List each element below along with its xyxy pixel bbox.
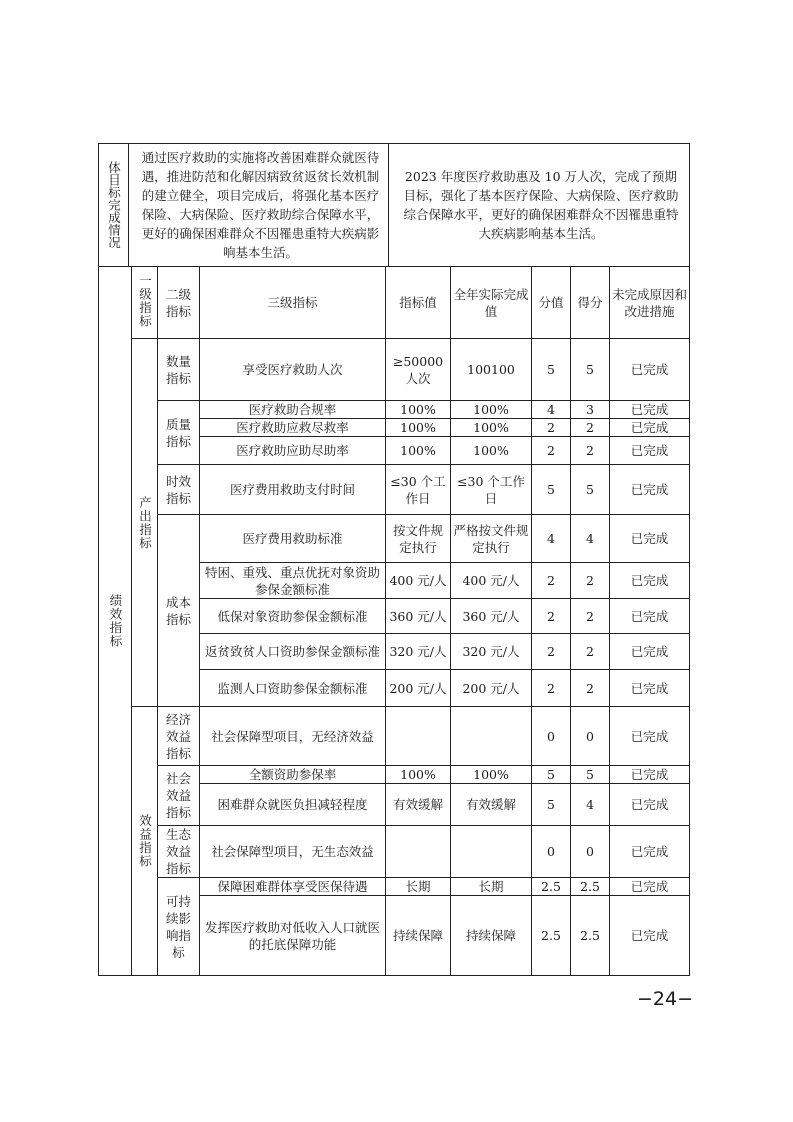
row-name: 社会保障型项目，无经济效益	[200, 707, 386, 766]
row-target: ≤30 个工作日	[386, 465, 451, 515]
row-actual: 100%	[451, 401, 532, 419]
table-row	[99, 826, 690, 878]
row-target: 100%	[386, 419, 451, 437]
row-name: 全额资助参保率	[200, 766, 386, 784]
row-target: 持续保障	[386, 896, 451, 976]
header-actual: 全年实际完成值	[451, 267, 532, 339]
level2-sustainable: 可持续影响指标	[158, 878, 200, 976]
row-name: 发挥医疗救助对低收入人口就医的托底保障功能	[200, 896, 386, 976]
row-name: 保障困难群体享受医保待遇	[200, 878, 386, 896]
row-score: 2.5	[571, 878, 610, 896]
row-score: 0	[571, 826, 610, 878]
row-target	[386, 707, 451, 766]
row-reason: 已完成	[610, 634, 690, 670]
table-row	[99, 339, 690, 401]
row-value: 2.5	[532, 878, 571, 896]
header-level1: 一级指标	[132, 267, 158, 339]
level2-quantity: 数量指标	[158, 339, 200, 401]
row-score: 2	[571, 599, 610, 634]
level2-quality: 质量指标	[158, 401, 200, 465]
table-row	[99, 878, 690, 896]
row-reason: 已完成	[610, 465, 690, 515]
row-target: 长期	[386, 878, 451, 896]
row-score: 2	[571, 419, 610, 437]
row-actual: 200 元/人	[451, 670, 532, 707]
row-name: 困难群众就医负担减轻程度	[200, 784, 386, 826]
row-target: 360 元/人	[386, 599, 451, 634]
row-score: 2	[571, 563, 610, 599]
table-row	[99, 766, 690, 784]
row-target: 200 元/人	[386, 670, 451, 707]
row-reason: 已完成	[610, 419, 690, 437]
row-value: 4	[532, 401, 571, 419]
table-row	[99, 707, 690, 766]
header-score-got: 得分	[571, 267, 610, 339]
row-actual	[451, 707, 532, 766]
level2-social: 社会效益指标	[158, 766, 200, 826]
row-reason: 已完成	[610, 599, 690, 634]
row-value: 5	[532, 784, 571, 826]
row-target	[386, 826, 451, 878]
row-reason: 已完成	[610, 878, 690, 896]
row-value: 5	[532, 465, 571, 515]
row-reason: 已完成	[610, 707, 690, 766]
row-value: 2.5	[532, 896, 571, 976]
row-target: 100%	[386, 766, 451, 784]
table-row	[99, 401, 690, 419]
row-actual: 有效缓解	[451, 784, 532, 826]
level2-timeliness: 时效指标	[158, 465, 200, 515]
row-name: 监测人口资助参保金额标准	[200, 670, 386, 707]
row-reason: 已完成	[610, 401, 690, 419]
level1-effect-cell	[132, 707, 158, 976]
planned-goal-text: 通过医疗救助的实施将改善困难群众就医待遇，推进防范和化解因病致贫返贫长效机制的建立健全，项目完成后，将强化基本医疗保险、大病保险、医疗救助综合保障水平，更好的确保困难群众不因罹患重特大疾病影响基本生活。	[141, 150, 380, 260]
row-target: 320 元/人	[386, 634, 451, 670]
actual-result-text: 2023 年度医疗救助惠及 10 万人次，完成了预期目标，强化了基本医疗保险、大病保险、医疗救助综合保障水平，更好的确保困难群众不因罹患重特大疾病影响基本生活。	[403, 169, 679, 241]
row-name: 社会保障型项目，无生态效益	[200, 826, 386, 878]
actual-result-cell	[389, 144, 690, 267]
header-reason: 未完成原因和改进措施	[610, 267, 690, 339]
row-actual: 100%	[451, 766, 532, 784]
row-actual: ≤30 个工作日	[451, 465, 532, 515]
level2-cost: 成本指标	[158, 515, 200, 707]
row-value: 4	[532, 515, 571, 563]
row-actual: 100100	[451, 339, 532, 401]
row-score: 4	[571, 784, 610, 826]
level1-effect: 效益指标	[137, 814, 153, 868]
row-name: 返贫致贫人口资助参保金额标准	[200, 634, 386, 670]
row-reason: 已完成	[610, 784, 690, 826]
row-name: 特困、重残、重点优抚对象资助参保金额标准	[200, 563, 386, 599]
row-actual: 长期	[451, 878, 532, 896]
row-reason: 已完成	[610, 670, 690, 707]
table-header-row	[99, 267, 690, 339]
row-value: 2	[532, 599, 571, 634]
row-score: 5	[571, 766, 610, 784]
row-target: 有效缓解	[386, 784, 451, 826]
row-actual: 严格按文件规定执行	[451, 515, 532, 563]
header-target: 指标值	[386, 267, 451, 339]
row-score: 2	[571, 437, 610, 465]
row-name: 医疗费用救助标准	[200, 515, 386, 563]
row-actual: 360 元/人	[451, 599, 532, 634]
row-name: 医疗救助应助尽助率	[200, 437, 386, 465]
level2-ecological: 生态效益指标	[158, 826, 200, 878]
section-label: 绩效指标	[108, 594, 123, 648]
row-name: 医疗费用救助支付时间	[200, 465, 386, 515]
row-score: 2	[571, 670, 610, 707]
header-score-value: 分值	[532, 267, 571, 339]
row-name: 低保对象资助参保金额标准	[200, 599, 386, 634]
row-name: 医疗救助合规率	[200, 401, 386, 419]
goal-completion-label-cell	[99, 144, 129, 267]
goal-completion-label: 体目标完成情况	[106, 161, 122, 249]
row-name: 享受医疗救助人次	[200, 339, 386, 401]
level2-economic: 经济效益指标	[158, 707, 200, 766]
row-value: 2	[532, 563, 571, 599]
row-actual: 320 元/人	[451, 634, 532, 670]
level1-output: 产出指标	[137, 495, 153, 550]
row-target: 按文件规定执行	[386, 515, 451, 563]
row-score: 5	[571, 339, 610, 401]
row-score: 2	[571, 634, 610, 670]
section-label-cell	[99, 267, 132, 976]
row-score: 3	[571, 401, 610, 419]
row-actual: 400 元/人	[451, 563, 532, 599]
row-value: 5	[532, 766, 571, 784]
row-actual	[451, 826, 532, 878]
row-reason: 已完成	[610, 896, 690, 976]
row-score: 5	[571, 465, 610, 515]
row-target: 100%	[386, 401, 451, 419]
row-reason: 已完成	[610, 826, 690, 878]
row-value: 2	[532, 437, 571, 465]
table-row	[99, 465, 690, 515]
row-target: ≥50000人次	[386, 339, 451, 401]
row-value: 2	[532, 419, 571, 437]
row-reason: 已完成	[610, 766, 690, 784]
row-value: 5	[532, 339, 571, 401]
row-reason: 已完成	[610, 563, 690, 599]
row-actual: 持续保障	[451, 896, 532, 976]
header-level2: 二级指标	[158, 267, 200, 339]
row-target: 400 元/人	[386, 563, 451, 599]
row-actual: 100%	[451, 419, 532, 437]
performance-indicator-table	[98, 266, 690, 976]
row-value: 0	[532, 826, 571, 878]
row-reason: 已完成	[610, 515, 690, 563]
table-row	[99, 515, 690, 563]
row-score: 2.5	[571, 896, 610, 976]
row-name: 医疗救助应救尽救率	[200, 419, 386, 437]
goal-completion-table	[98, 143, 690, 267]
row-value: 0	[532, 707, 571, 766]
row-actual: 100%	[451, 437, 532, 465]
row-score: 4	[571, 515, 610, 563]
header-level3: 三级指标	[200, 267, 386, 339]
row-target: 100%	[386, 437, 451, 465]
row-score: 0	[571, 707, 610, 766]
row-reason: 已完成	[610, 339, 690, 401]
level1-output-cell	[132, 339, 158, 707]
page-number: −24−	[636, 988, 693, 1010]
row-value: 2	[532, 634, 571, 670]
row-value: 2	[532, 670, 571, 707]
planned-goal-cell	[129, 144, 389, 267]
row-reason: 已完成	[610, 437, 690, 465]
